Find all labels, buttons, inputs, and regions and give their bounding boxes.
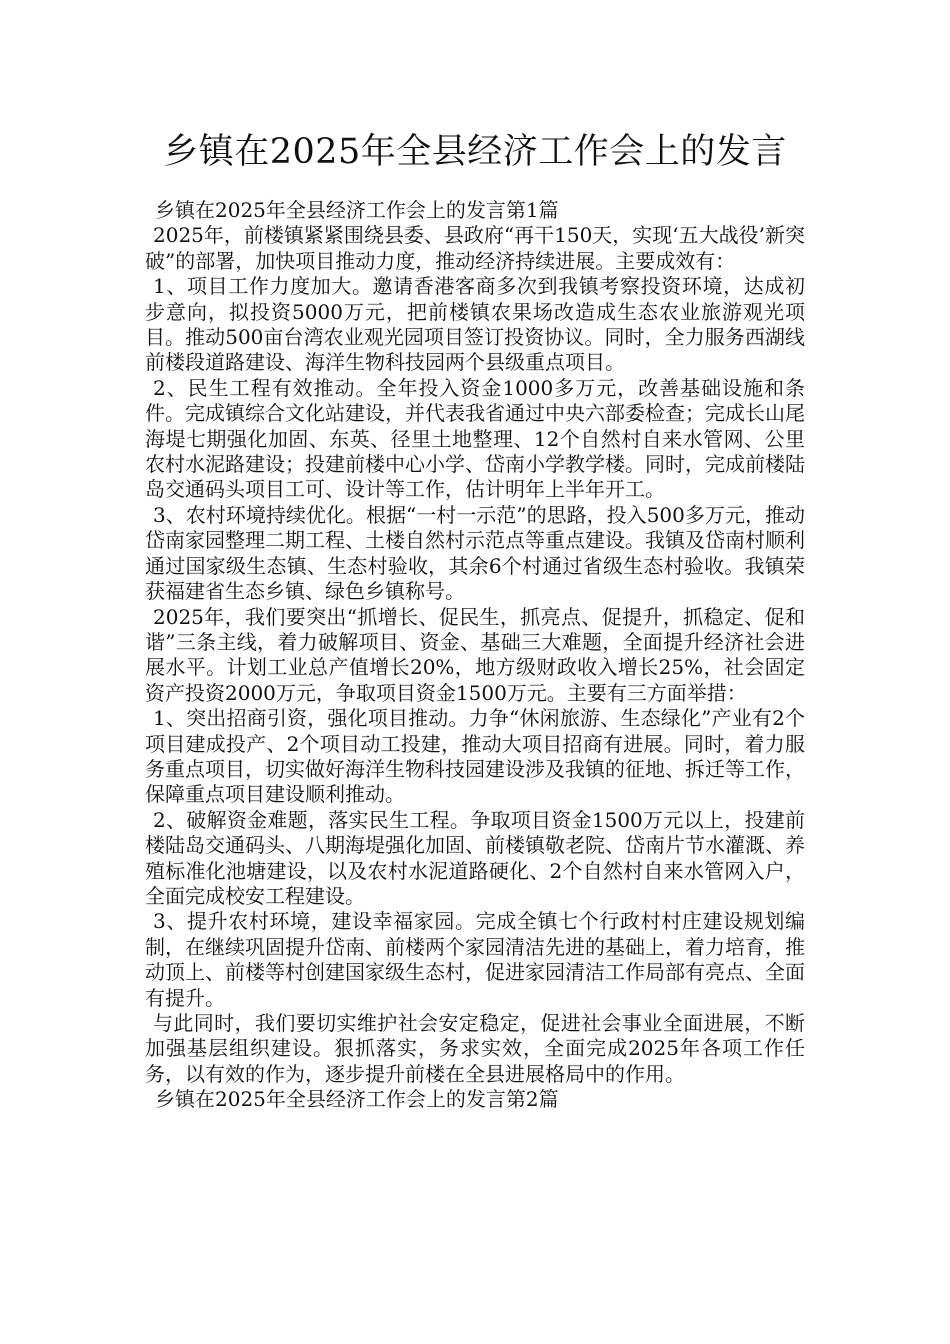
paragraph-intro: 2025年，前楼镇紧紧围绕县委、县政府“再干150天，实现‘五大战役’新突破”的部署，加快项目推动力度，推动经济持续进展。主要成效有：: [145, 223, 806, 273]
document-body: [145, 198, 805, 1113]
paragraph-measure-1: 1、突出招商引资，强化项目推动。力争“休闲旅游、生态绿化”产业有2个项目建成投产、2个项目动工投建，推动大项目招商有进展。同时，着力服务重点项目，切实做好海洋生物科技园建设涉及我镇的征地、拆迁等工作，保障重点项目建设顺利推动。: [145, 706, 805, 807]
paragraph-conclusion: 与此同时，我们要切实维护社会安定稳定，促进社会事业全面进展，不断加强基层组织建设。狠抓落实，务求实效，全面完成2025年各项工作任务，以有效的作为，逐步提升前楼在全县进展格局中的作用。: [145, 1011, 805, 1086]
document-title: 乡镇在2025年全县经济工作会上的发言: [163, 132, 787, 172]
paragraph-measure-2: 2、破解资金难题，落实民生工程。争取项目资金1500万元以上，投建前楼陆岛交通码头、八期海堤强化加固、前楼镇敬老院、岱南片节水灌溉、养殖标准化池塘建设，以及农村水泥道路硬化、2个自然村自来水管网入户，全面完成校安工程建设。: [145, 807, 805, 908]
section-heading-1: 乡镇在2025年全县经济工作会上的发言第1篇: [155, 198, 559, 222]
paragraph-plan: 2025年，我们要突出“抓增长、促民生，抓亮点、促提升，抓稳定、促和谐”三条主线，着力破解项目、资金、基础三大难题，全面提升经济社会进展水平。计划工业总产值增长20%，地方级财政收入增长25%，社会固定资产投资2000万元，争取项目资金1500万元。主要有三方面举措：: [145, 604, 805, 705]
section-heading-2: 乡镇在2025年全县经济工作会上的发言第2篇: [155, 1087, 559, 1112]
paragraph-measure-3: 3、提升农村环境，建设幸福家园。完成全镇七个行政村村庄建设规划编制，在继续巩固提升岱南、前楼两个家园清洁先进的基础上，着力培育，推动顶上、前楼等村创建国家级生态村，促进家园清洁工作局部有亮点、全面有提升。: [145, 909, 805, 1010]
paragraph-item-3: 3、农村环境持续优化。根据“一村一示范”的思路，投入500多万元，推动岱南家园整理二期工程、土楼自然村示范点等重点建设。我镇及岱南村顺利通过国家级生态镇、生态村验收，其余6个村通过省级生态村验收。我镇荣获福建省生态乡镇、绿色乡镇称号。: [145, 502, 805, 604]
paragraph-item-1: 1、项目工作力度加大。邀请香港客商多次到我镇考察投资环境，达成初步意向，拟投资5000万元，把前楼镇农果场改造成生态农业旅游观光项目。推动500亩台湾农业观光园项目签订投资协议。同时，全力服务西湖线前楼段道路建设、海洋生物科技园两个县级重点项目。: [145, 274, 805, 375]
paragraph-item-2: 2、民生工程有效推动。全年投入资金1000多万元，改善基础设施和条件。完成镇综合文化站建设，并代表我省通过中央六部委检查；完成长山尾海堤七期强化加固、东英、径里土地整理、12个自然村自来水管网、公里农村水泥路建设；投建前楼中心小学、岱南小学教学楼。同时，完成前楼陆岛交通码头项目工可、设计等工作，估计明年上半年开工。: [145, 375, 805, 502]
